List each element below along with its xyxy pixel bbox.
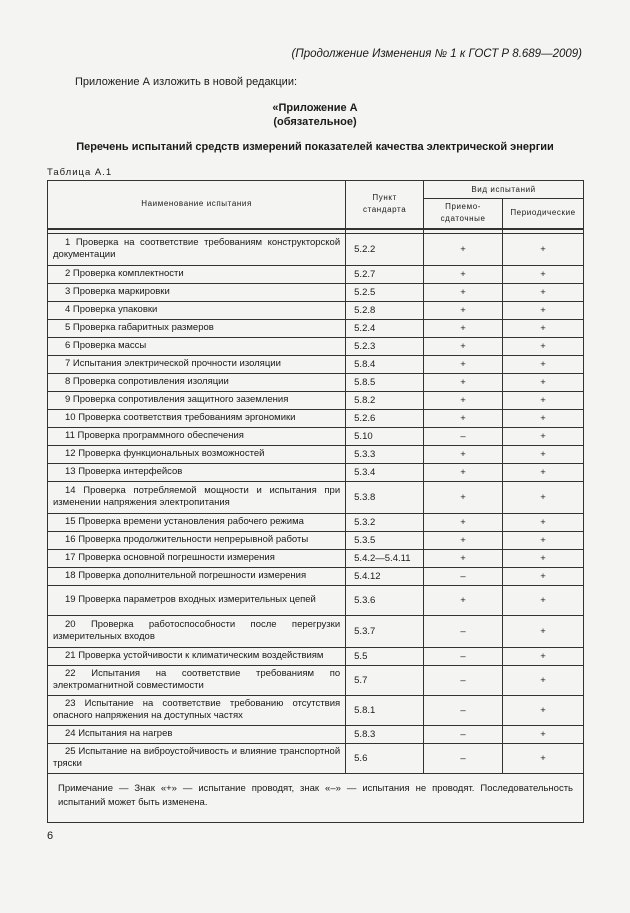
annex-status: (обязательное) xyxy=(273,116,357,128)
periodic-mark-cell: + xyxy=(503,373,584,391)
annex-heading: «Приложение А xyxy=(272,102,358,114)
periodic-mark-cell: + xyxy=(503,233,584,265)
intro-text: Приложение А изложить в новой редакции: xyxy=(75,76,298,88)
clause-cell: 5.2.8 xyxy=(346,301,424,319)
acceptance-mark-cell: + xyxy=(424,373,503,391)
test-name-cell: 9 Проверка сопротивления защитного заземления xyxy=(48,391,346,409)
test-name-cell: 16 Проверка продолжительности непрерывной работы xyxy=(48,531,346,549)
acceptance-mark-cell: + xyxy=(424,513,503,531)
table-row xyxy=(48,549,584,567)
table-label: Таблица А.1 xyxy=(47,167,113,178)
acceptance-mark-cell: + xyxy=(424,337,503,355)
acceptance-mark-cell: + xyxy=(424,301,503,319)
table-row xyxy=(48,743,584,773)
clause-cell: 5.2.5 xyxy=(346,283,424,301)
acceptance-mark-cell: + xyxy=(424,549,503,567)
test-name-cell: 14 Проверка потребляемой мощности и испытания при изменении напряжения электропитания xyxy=(48,481,346,513)
acceptance-mark-cell: – xyxy=(424,615,503,647)
clause-cell: 5.8.4 xyxy=(346,355,424,373)
table-row xyxy=(48,513,584,531)
test-name-cell: 15 Проверка времени установления рабочего режима xyxy=(48,513,346,531)
periodic-mark-cell: + xyxy=(503,427,584,445)
test-name-cell: 20 Проверка работоспособности после перегрузки измерительных входов xyxy=(48,615,346,647)
clause-cell: 5.8.5 xyxy=(346,373,424,391)
test-name-cell: 19 Проверка параметров входных измерительных цепей xyxy=(48,585,346,615)
table-row xyxy=(48,283,584,301)
clause-cell: 5.4.12 xyxy=(346,567,424,585)
periodic-mark-cell: + xyxy=(503,445,584,463)
clause-cell: 5.2.6 xyxy=(346,409,424,427)
clause-cell: 5.8.2 xyxy=(346,391,424,409)
test-name-cell: 11 Проверка программного обеспечения xyxy=(48,427,346,445)
table-row xyxy=(48,481,584,513)
col-header-periodic: Периодические xyxy=(503,199,584,229)
periodic-mark-cell: + xyxy=(503,567,584,585)
clause-cell: 5.6 xyxy=(346,743,424,773)
test-name-cell: 21 Проверка устойчивости к климатическим воздействиям xyxy=(48,647,346,665)
table-row xyxy=(48,427,584,445)
table-row xyxy=(48,337,584,355)
periodic-mark-cell: + xyxy=(503,725,584,743)
clause-cell: 5.4.2—5.4.11 xyxy=(346,549,424,567)
table-row xyxy=(48,319,584,337)
periodic-mark-cell: + xyxy=(503,355,584,373)
acceptance-mark-cell: + xyxy=(424,445,503,463)
acceptance-mark-cell: + xyxy=(424,585,503,615)
test-name-cell: 22 Испытания на соответствие требованиям по электромагнитной совместимости xyxy=(48,665,346,695)
table-row xyxy=(48,463,584,481)
acceptance-mark-cell: + xyxy=(424,409,503,427)
periodic-mark-cell: + xyxy=(503,647,584,665)
acceptance-mark-cell: + xyxy=(424,463,503,481)
test-name-cell: 23 Испытание на соответствие требованию отсутствия опасного напряжения на доступных частях xyxy=(48,695,346,725)
acceptance-mark-cell: + xyxy=(424,233,503,265)
acceptance-mark-cell: – xyxy=(424,665,503,695)
test-name-cell: 5 Проверка габаритных размеров xyxy=(48,319,346,337)
clause-cell: 5.3.6 xyxy=(346,585,424,615)
acceptance-mark-cell: + xyxy=(424,319,503,337)
table-row xyxy=(48,373,584,391)
periodic-mark-cell: + xyxy=(503,531,584,549)
table-row xyxy=(48,665,584,695)
periodic-mark-cell: + xyxy=(503,615,584,647)
table-row xyxy=(48,265,584,283)
periodic-mark-cell: + xyxy=(503,743,584,773)
table-row xyxy=(48,233,584,265)
periodic-mark-cell: + xyxy=(503,337,584,355)
periodic-mark-cell: + xyxy=(503,391,584,409)
periodic-mark-cell: + xyxy=(503,481,584,513)
table-row xyxy=(48,355,584,373)
test-name-cell: 4 Проверка упаковки xyxy=(48,301,346,319)
periodic-mark-cell: + xyxy=(503,301,584,319)
test-name-cell: 6 Проверка массы xyxy=(48,337,346,355)
test-name-cell: 3 Проверка маркировки xyxy=(48,283,346,301)
clause-cell: 5.10 xyxy=(346,427,424,445)
clause-cell: 5.7 xyxy=(346,665,424,695)
clause-cell: 5.2.3 xyxy=(346,337,424,355)
acceptance-mark-cell: + xyxy=(424,355,503,373)
page-number: 6 xyxy=(47,830,54,842)
table-row xyxy=(48,695,584,725)
clause-cell: 5.3.8 xyxy=(346,481,424,513)
acceptance-mark-cell: – xyxy=(424,725,503,743)
periodic-mark-cell: + xyxy=(503,283,584,301)
table-row xyxy=(48,647,584,665)
clause-cell: 5.2.7 xyxy=(346,265,424,283)
test-name-cell: 24 Испытания на нагрев xyxy=(48,725,346,743)
periodic-mark-cell: + xyxy=(503,265,584,283)
clause-cell: 5.3.7 xyxy=(346,615,424,647)
table-row xyxy=(48,585,584,615)
acceptance-mark-cell: + xyxy=(424,481,503,513)
periodic-mark-cell: + xyxy=(503,513,584,531)
table-body xyxy=(48,233,584,773)
clause-cell: 5.3.3 xyxy=(346,445,424,463)
test-name-cell: 8 Проверка сопротивления изоляции xyxy=(48,373,346,391)
continuation-header: (Продолжение Изменения № 1 к ГОСТ Р 8.689—2009) xyxy=(291,48,582,60)
clause-cell: 5.8.1 xyxy=(346,695,424,725)
acceptance-mark-cell: + xyxy=(424,265,503,283)
col-header-name: Наименование испытания xyxy=(48,181,346,229)
periodic-mark-cell: + xyxy=(503,463,584,481)
clause-cell: 5.2.2 xyxy=(346,233,424,265)
table-title: Перечень испытаний средств измерений показателей качества электрической энергии xyxy=(76,141,554,153)
acceptance-mark-cell: – xyxy=(424,427,503,445)
periodic-mark-cell: + xyxy=(503,665,584,695)
table-row xyxy=(48,567,584,585)
clause-cell: 5.3.2 xyxy=(346,513,424,531)
clause-cell: 5.3.5 xyxy=(346,531,424,549)
test-name-cell: 7 Испытания электрической прочности изоляции xyxy=(48,355,346,373)
test-name-cell: 13 Проверка интерфейсов xyxy=(48,463,346,481)
test-name-cell: 12 Проверка функциональных возможностей xyxy=(48,445,346,463)
table-row xyxy=(48,615,584,647)
acceptance-mark-cell: – xyxy=(424,647,503,665)
periodic-mark-cell: + xyxy=(503,585,584,615)
clause-cell: 5.8.3 xyxy=(346,725,424,743)
test-name-cell: 25 Испытание на виброустойчивость и влияние транспортной тряски xyxy=(48,743,346,773)
table-row xyxy=(48,531,584,549)
col-header-test-type: Вид испытаний xyxy=(424,181,584,199)
test-name-cell: 1 Проверка на соответствие требованиям конструкторской документации xyxy=(48,233,346,265)
test-name-cell: 10 Проверка соответствия требованиям эргономики xyxy=(48,409,346,427)
col-header-acceptance: Приемо-сдаточные xyxy=(424,199,503,229)
acceptance-mark-cell: – xyxy=(424,695,503,725)
clause-cell: 5.5 xyxy=(346,647,424,665)
table-row xyxy=(48,391,584,409)
tests-table xyxy=(47,180,584,823)
table-row xyxy=(48,725,584,743)
clause-cell: 5.2.4 xyxy=(346,319,424,337)
acceptance-mark-cell: + xyxy=(424,391,503,409)
table-row xyxy=(48,409,584,427)
clause-cell: 5.3.4 xyxy=(346,463,424,481)
col-header-clause: Пункт стандарта xyxy=(346,181,424,229)
acceptance-mark-cell: + xyxy=(424,531,503,549)
test-name-cell: 17 Проверка основной погрешности измерения xyxy=(48,549,346,567)
test-name-cell: 18 Проверка дополнительной погрешности измерения xyxy=(48,567,346,585)
acceptance-mark-cell: – xyxy=(424,743,503,773)
periodic-mark-cell: + xyxy=(503,319,584,337)
test-name-cell: 2 Проверка комплектности xyxy=(48,265,346,283)
periodic-mark-cell: + xyxy=(503,695,584,725)
table-row xyxy=(48,445,584,463)
periodic-mark-cell: + xyxy=(503,549,584,567)
acceptance-mark-cell: – xyxy=(424,567,503,585)
periodic-mark-cell: + xyxy=(503,409,584,427)
acceptance-mark-cell: + xyxy=(424,283,503,301)
table-note: Примечание — Знак «+» — испытание проводят, знак «–» — испытания не проводят. Последовательность испытаний может быть изменена. xyxy=(48,773,584,822)
table-row xyxy=(48,301,584,319)
